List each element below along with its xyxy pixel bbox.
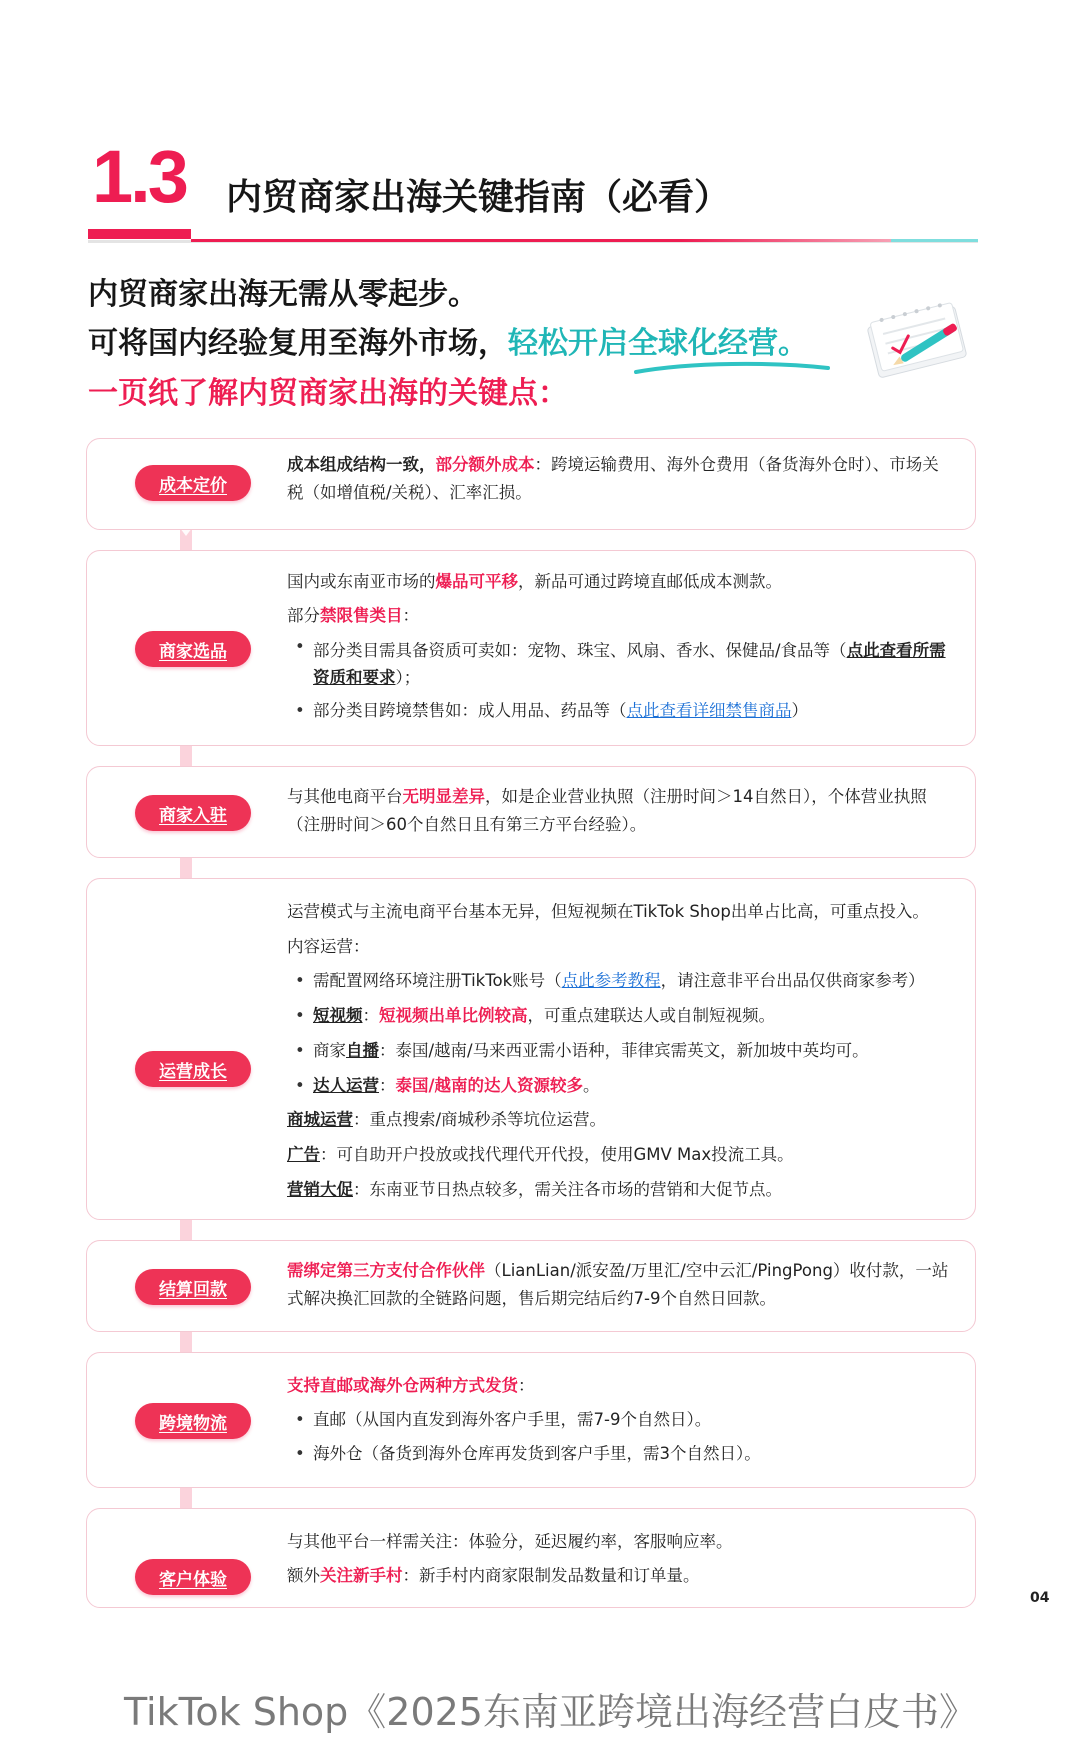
promo-text: ：东南亚节日热点较多，需关注各市场的营销和大促节点。 [353,1179,782,1199]
intro-line-3: 一页纸了解内贸商家出海的关键点： [88,376,568,411]
settlement-text: （LianLian/派安盈/万里汇/空中云汇/PingPong）收付款，一站式解决换汇回款的全链路问题，售后期完结后约7-9个自然日回款。 [287,1261,949,1308]
intro-line-2-text: 可将国内经验复用至海外市场， [88,326,508,361]
tag-customer-experience: 客户体验 [135,1559,251,1595]
settlement-description [287,1257,955,1313]
tag-merchant-onboarding: 商家入驻 [135,795,251,831]
creator-colon: ： [379,1075,396,1095]
card-logistics [86,1352,976,1488]
card-settlement [86,1240,976,1332]
header-rule-accent [191,239,891,242]
experience-highlight: 关注新手村 [320,1566,403,1585]
tag-operations-growth: 运营成长 [135,1051,251,1087]
short-video-highlight: 短视频出单比例较高 [379,1006,528,1026]
live-label: 自播 [346,1040,379,1060]
selection-bullet-1 [287,633,955,694]
selection-highlight-1: 爆品可平移 [435,572,518,591]
creator-end: 。 [583,1075,600,1095]
cost-highlight: 部分额外成本 [435,455,535,474]
operations-bullet-1 [287,964,955,999]
selection-text-1: 国内或东南亚市场的 [287,572,436,591]
header-rule-teal [891,239,978,242]
settlement-highlight: 需绑定第三方支付合作伙伴 [287,1261,485,1280]
tag-logistics: 跨境物流 [135,1403,251,1439]
operations-description [287,895,955,1207]
short-video-label: 短视频 [313,1006,363,1026]
highlight-swoosh [632,360,832,378]
intro-line-2-highlight: 轻松开启全球化经营。 [508,326,808,361]
prohibited-items-link[interactable]: 点此查看详细禁售商品 [626,701,792,720]
intro-line-2 [88,324,808,363]
selection-bullet-2 [287,694,955,728]
onboarding-highlight: 无明显差异 [402,787,485,806]
selection-description [287,565,955,728]
card-customer-experience [86,1508,976,1608]
operations-bullet-2 [287,999,955,1034]
footer-caption: TikTok Shop《2025东南亚跨境出海经营白皮书》 [124,1690,977,1734]
card-operations-growth [86,878,976,1220]
creator-highlight: 泰国/越南的达人资源较多 [395,1075,584,1095]
logistics-highlight: 支持直邮或海外仓两种方式发货 [287,1376,518,1395]
selection-colon: ： [402,606,419,625]
operations-bullet-1-end: ，请注意非平台出品仅供商家参考） [660,971,925,991]
onboarding-description [287,783,955,839]
operations-text-1: 运营模式与主流电商平台基本无异，但短视频在TikTok Shop出单占比高，可重点投入。 [287,902,929,921]
cost-text-1: 成本组成结构一致， [287,455,436,474]
intro-line-1: 内贸商家出海无需从零起步。 [88,277,478,312]
operations-bullet-3 [287,1034,955,1069]
selection-highlight-2: 禁限售类目 [320,606,403,625]
selection-bullet-1-end: ）； [395,668,421,687]
section-number: 1.3 [92,135,186,218]
short-video-text: ，可重点建联达人或自制短视频。 [527,1006,775,1026]
creator-label: 达人运营 [313,1075,379,1095]
selection-bullet-2-text: 部分类目跨境禁售如：成人用品、药品等（ [313,701,627,720]
logistics-bullet-1: • 直邮（从国内直发到海外客户手里，需7-9个自然日）。 [287,1403,955,1437]
tutorial-link[interactable]: 点此参考教程 [561,971,661,991]
short-video-colon: ： [362,1006,379,1026]
header-rule-block [88,229,191,239]
logistics-description [287,1369,955,1471]
card-cost-pricing [86,438,976,530]
experience-text-2: ：新手村内商家限制发品数量和订单量。 [402,1566,700,1585]
tag-cost-pricing: 成本定价 [135,465,251,501]
page-number: 04 [1030,1590,1050,1606]
ads-text: ：可自助开户投放或找代理代开代投，使用GMV Max投流工具。 [320,1144,794,1164]
card-merchant-onboarding [86,766,976,858]
selection-text-3: 部分 [287,606,320,625]
live-prefix: 商家 [313,1040,346,1060]
selection-bullet-2-end: ） [791,701,808,720]
selection-bullet-1-text: 部分类目需具备资质可卖如：宠物、珠宝、风扇、香水、保健品/食品等（ [313,641,847,660]
cost-description [287,451,955,507]
qualification-link[interactable]: 点此查看所需资质和要求 [313,641,946,687]
live-text: ：泰国/越南/马来西亚需小语种，菲律宾需英文，新加坡中英均可。 [379,1040,869,1060]
logistics-bullet-2: • 海外仓（备货到海外仓库再发货到客户手里，需3个自然日）。 [287,1437,955,1471]
tag-settlement: 结算回款 [135,1269,251,1305]
experience-prefix: 额外 [287,1566,320,1585]
operations-bullet-1-text: 需配置网络环境注册TikTok账号（ [313,971,562,991]
operations-bullet-4 [287,1069,955,1104]
selection-text-2: ，新品可通过跨境直邮低成本测款。 [518,572,782,591]
mall-label: 商城运营 [287,1110,353,1130]
tag-product-selection: 商家选品 [135,631,251,667]
operations-content-heading: 内容运营： [287,936,370,956]
cost-text-2: ：跨境运输费用、海外仓费用（备货海外仓时）、市场关税（如增值税/关税）、汇率汇损。 [287,455,939,502]
logistics-colon: ： [518,1376,535,1395]
experience-description [287,1525,955,1593]
onboarding-text-1: 与其他电商平台 [287,787,403,806]
card-product-selection [86,550,976,746]
notebook-pen-icon [858,302,976,380]
onboarding-text-2: ，如是企业营业执照（注册时间＞14自然日），个体营业执照（注册时间＞60个自然日且有第三方平台经验）。 [287,787,927,834]
experience-text-1: 与其他平台一样需关注：体验分，延迟履约率，客服响应率。 [287,1532,733,1551]
promo-label: 营销大促 [287,1179,353,1199]
mall-text: ：重点搜索/商城秒杀等坑位运营。 [353,1110,607,1130]
ads-label: 广告 [287,1144,320,1164]
section-title: 内贸商家出海关键指南（必看） [226,177,731,218]
